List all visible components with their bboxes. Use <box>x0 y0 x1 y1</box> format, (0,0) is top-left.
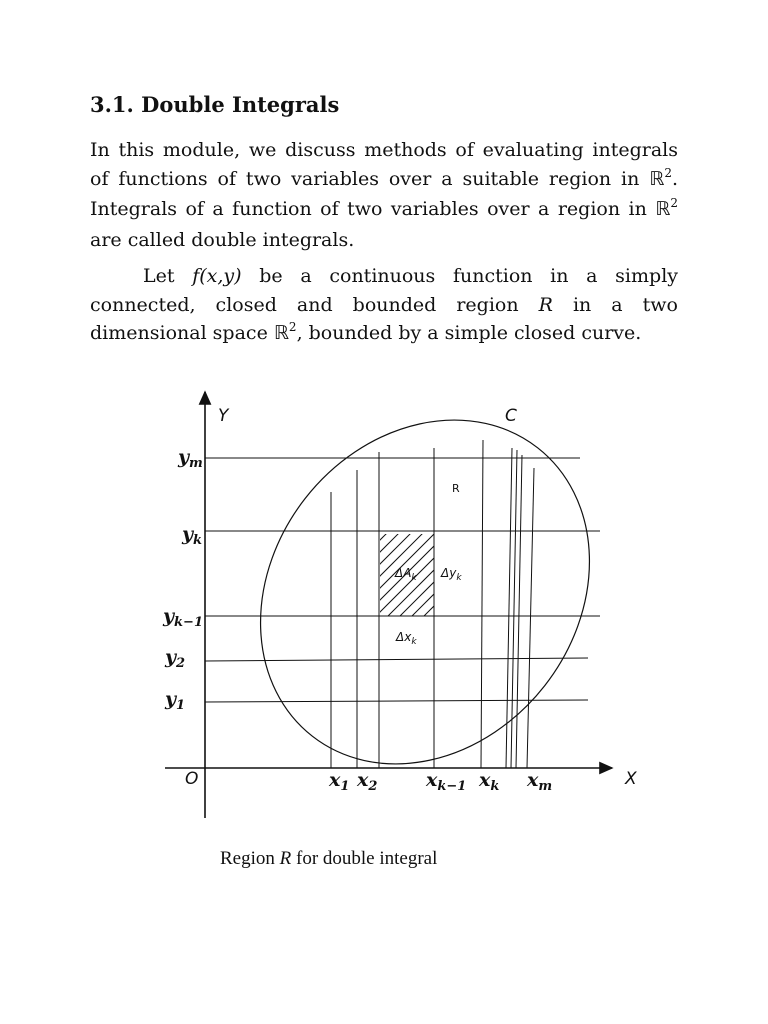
vertical-partition-lines <box>331 440 534 768</box>
y-tick-label-m: $y_m$ <box>178 446 203 471</box>
figure-caption <box>220 848 437 870</box>
section-number: 3.1. <box>90 92 134 117</box>
paragraph-line: In this module, we discuss methods of evaluating integrals <box>90 139 678 161</box>
exponent: 2 <box>664 165 672 180</box>
text-segment: dimensional space <box>90 322 274 344</box>
y-tick-label-2: $y_2$ <box>165 646 186 671</box>
delta-y-label: $\Delta y_k$ <box>441 566 462 583</box>
function-symbol: f(x,y) <box>192 265 242 287</box>
line-x-k <box>481 440 483 768</box>
horizontal-partition-lines <box>205 458 600 702</box>
delta-x-label: $\Delta x_k$ <box>396 630 417 647</box>
region-symbol: R <box>538 293 553 316</box>
text-segment: in a two <box>552 293 678 316</box>
text-segment: Integrals of a function of two variables over a region in <box>90 198 656 220</box>
text-segment: of functions of two variables over a suitable region in <box>90 167 650 190</box>
line-x-m-b <box>511 450 517 768</box>
area-element-label: $\Delta A_k$ <box>395 566 417 583</box>
real-space-symbol: ℝ <box>649 167 665 190</box>
paragraph-line: are called double integrals. <box>90 228 355 251</box>
paragraph-line: of functions of two variables over a suitable region in ℝ$^2$. <box>90 165 678 190</box>
x-tick-label-2: $x_2$ <box>357 769 378 794</box>
x-tick-label-k: $x_k$ <box>479 769 500 794</box>
caption-region: R <box>279 848 292 869</box>
text-segment: , bounded by a simple closed curve. <box>296 322 642 344</box>
text-segment: be a continuous function in a simply <box>241 265 679 287</box>
region-label: R <box>452 482 460 495</box>
line-y-2 <box>205 658 588 661</box>
curve-label: C <box>505 406 517 426</box>
section-title: Double Integrals <box>141 92 340 117</box>
hatched-area-cell <box>360 520 520 620</box>
y-tick-label-1: $y_1$ <box>165 688 186 713</box>
real-space-symbol: ℝ <box>655 198 671 220</box>
y-axis-label: Y <box>218 406 229 426</box>
boundary-curve-c <box>193 354 658 830</box>
x-tick-label-k-1: $x_{k-1}$ <box>426 769 467 794</box>
text-segment: connected, closed and bounded region <box>90 293 539 316</box>
caption-suffix: for double integral <box>291 848 438 869</box>
x-axis-label: X <box>625 769 637 789</box>
line-x-m-c <box>516 455 522 768</box>
real-space-symbol: ℝ <box>273 322 289 344</box>
text-segment: Let <box>143 265 193 287</box>
exponent: 2 <box>670 196 678 210</box>
x-tick-label-1: $x_1$ <box>329 769 350 794</box>
line-x-m <box>527 468 534 768</box>
y-tick-label-k: $y_k$ <box>182 523 203 548</box>
exponent: 2 <box>288 320 297 334</box>
caption-prefix: Region <box>220 848 280 869</box>
y-tick-label-k-1: $y_{k-1}$ <box>163 605 203 630</box>
x-tick-label-m: $x_m$ <box>527 769 553 794</box>
origin-label: O <box>185 769 199 789</box>
